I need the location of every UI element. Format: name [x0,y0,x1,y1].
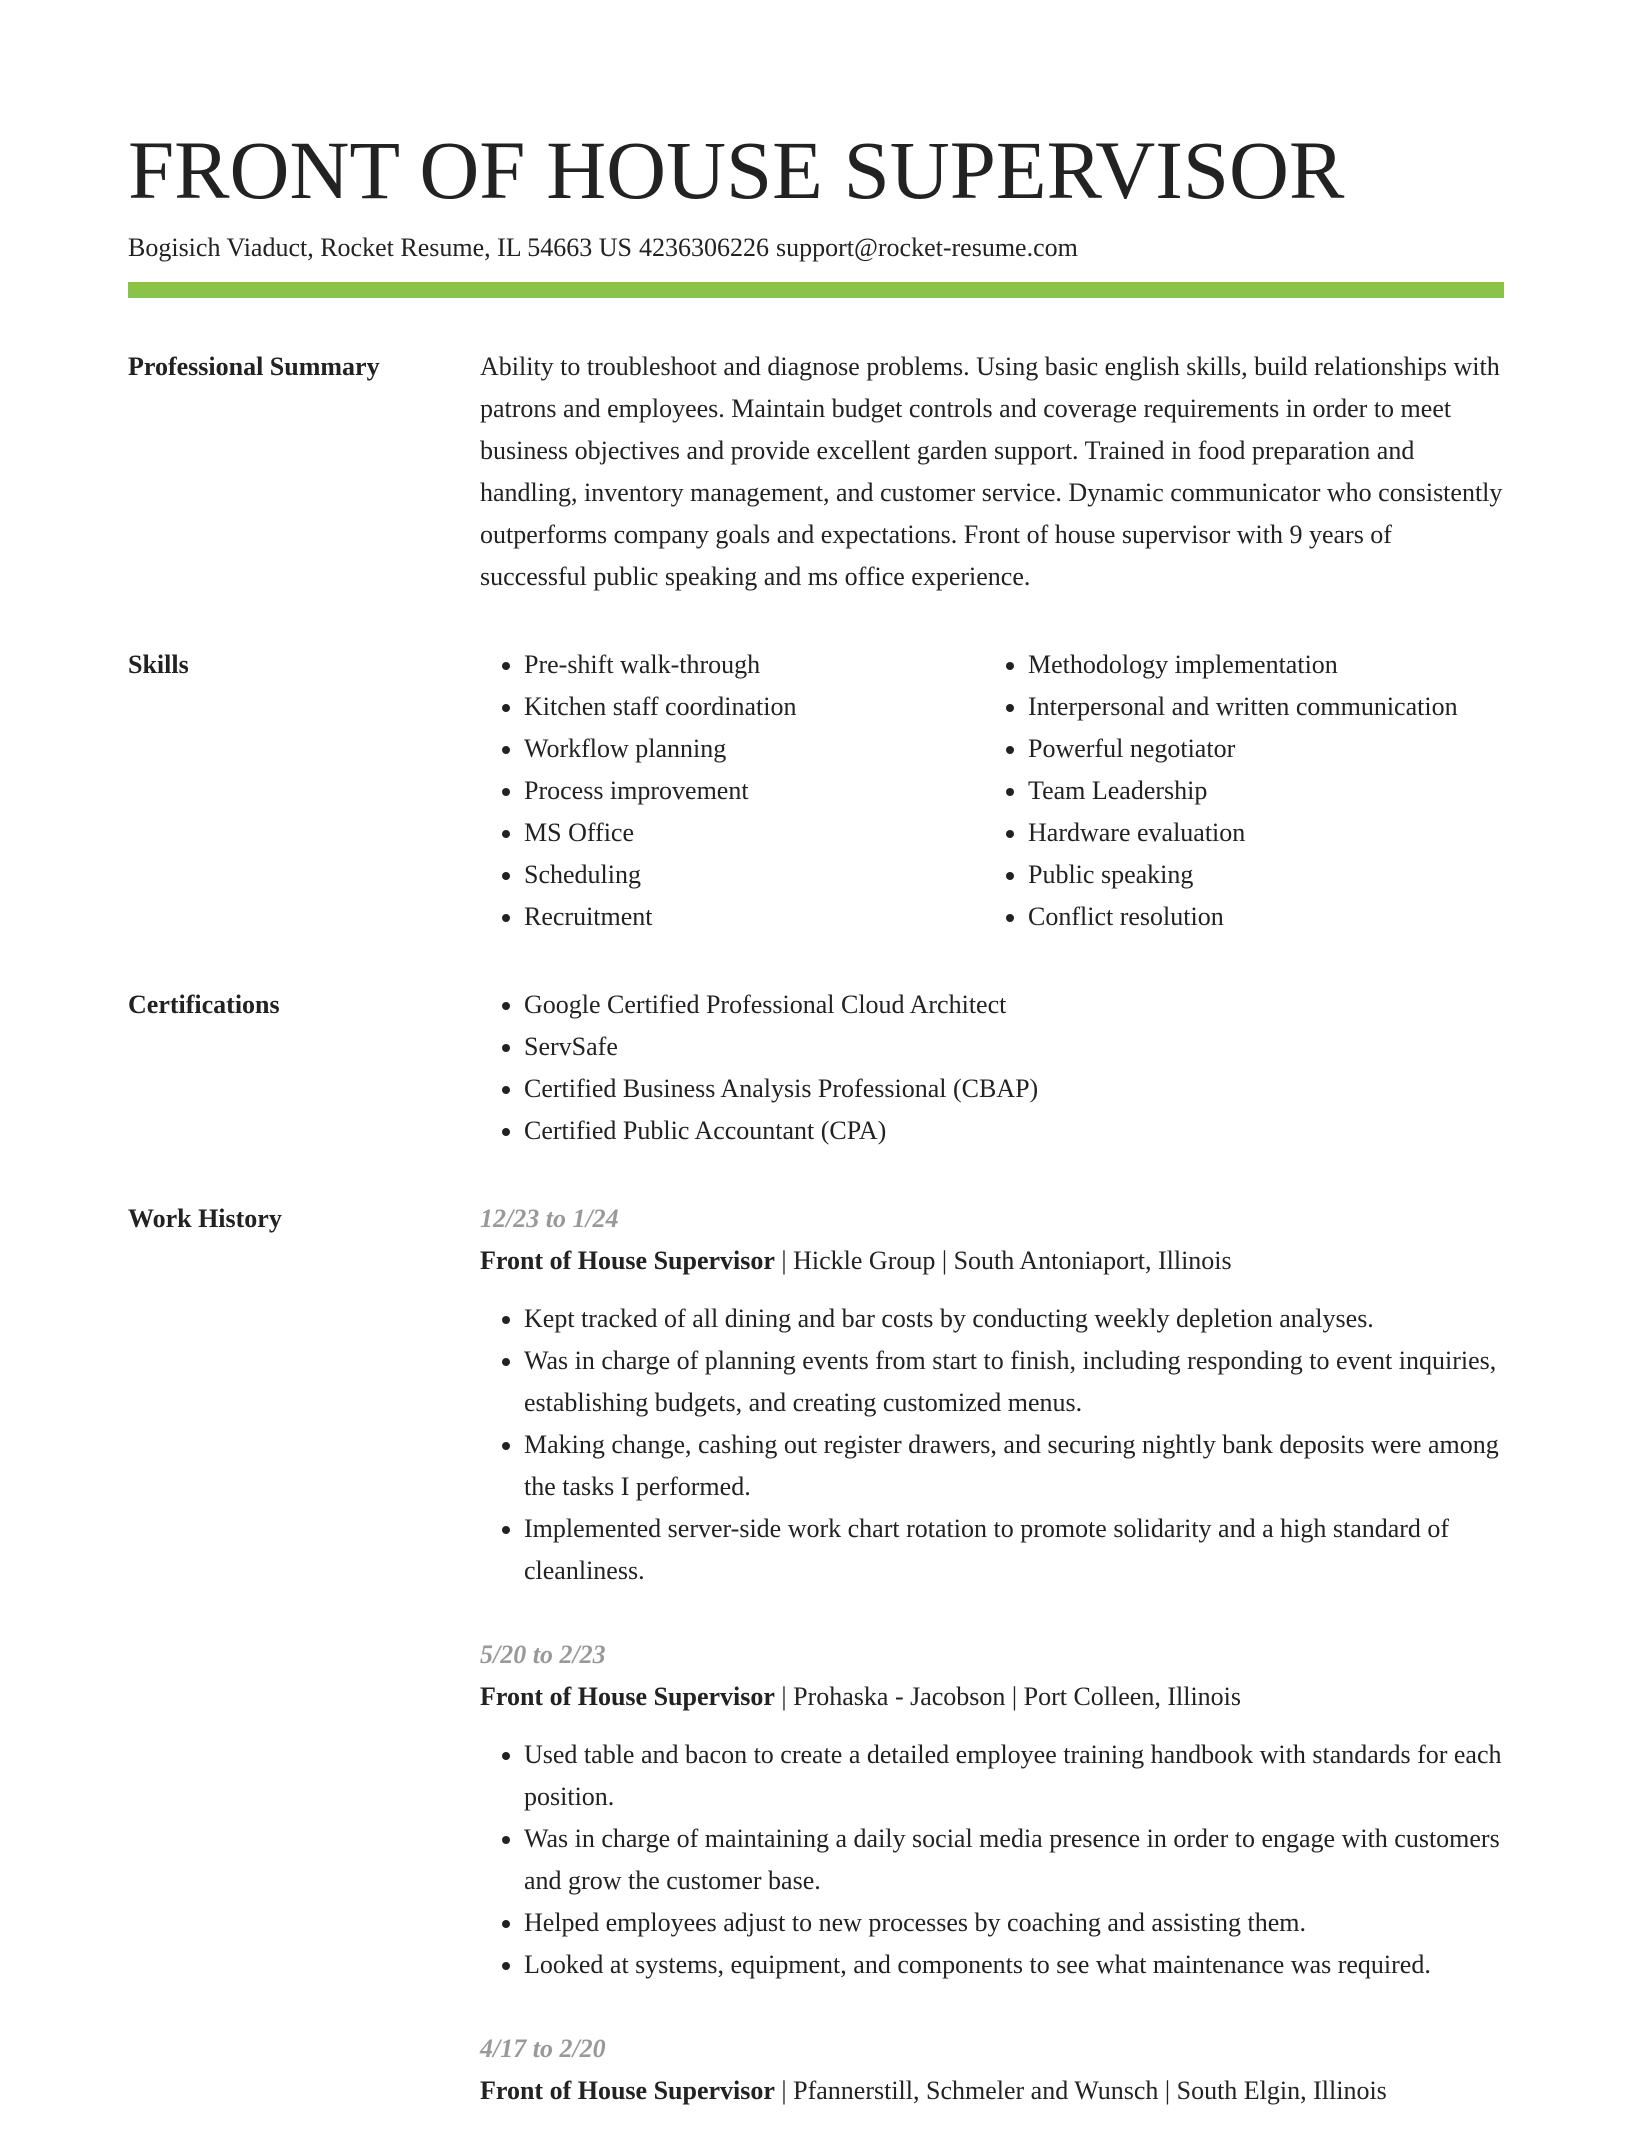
summary-section [128,346,1504,598]
certifications-heading: Certifications [128,990,280,1019]
skill-item: • Kitchen staff coordination [524,686,984,728]
skills-heading: Skills [128,650,189,679]
skill-item: • Recruitment [524,896,984,938]
skill-item: • Scheduling [524,854,984,896]
job-details: | Pfannerstill, Schmeler and Wunsch | South Elgin, Illinois [774,2076,1387,2105]
skill-item: • Team Leadership [1028,770,1458,812]
skills-body [480,644,1504,938]
skill-item: • Process improvement [524,770,984,812]
job-bullet: • Was in charge of planning events from start to finish, including responding to event inquiries, establishing budgets, and creating customized menus. [524,1340,1504,1424]
work-history-heading: Work History [128,1204,282,1233]
skill-item: • Pre-shift walk-through [524,644,984,686]
job-entry [480,2028,1504,2112]
skill-item: • Methodology implementation [1028,644,1458,686]
job-bullet: • Helped employees adjust to new processes by coaching and assisting them. [524,1902,1504,1944]
job-dates: 5/20 to 2/23 [480,1640,606,1669]
certification-item: • Certified Public Accountant (CPA) [524,1110,1504,1152]
job-title-line [480,2070,1504,2112]
contact-phone: 4236306226 [638,233,769,262]
summary-heading: Professional Summary [128,352,380,381]
job-dates: 4/17 to 2/20 [480,2034,606,2063]
job-bullet: • Used table and bacon to create a detailed employee training handbook with standards for each position. [524,1734,1504,1818]
certification-item: • ServSafe [524,1026,1504,1068]
job-bullet: • Kept tracked of all dining and bar costs by conducting weekly depletion analyses. [524,1298,1504,1340]
skills-list-left [480,644,984,938]
contact-line [128,230,1504,266]
job-bullet: • Looked at systems, equipment, and components to see what maintenance was required. [524,1944,1504,1986]
contact-email: support@rocket-resume.com [775,233,1078,262]
job-details: | Prohaska - Jacobson | Port Colleen, Illinois [774,1682,1242,1711]
skill-item: • Workflow planning [524,728,984,770]
certifications-section [128,984,1504,1152]
summary-body [480,346,1504,598]
job-bullets [480,1734,1504,1986]
work-history-body [480,1198,1504,2154]
job-title: Front of House Supervisor [480,1246,775,1275]
job-bullet: • Implemented server-side work chart rotation to promote solidarity and a high standard of cleanliness. [524,1508,1504,1592]
contact-address: Bogisich Viaduct, Rocket Resume, IL 54663 US [128,233,632,262]
resume-title: FRONT OF HOUSE SUPERVISOR [128,124,1345,216]
job-title: Front of House Supervisor [480,2076,775,2105]
certifications-list [480,984,1504,1152]
skills-list-right [984,644,1458,938]
job-title-line [480,1676,1504,1718]
work-history-section [128,1198,1504,2154]
header-divider [128,282,1504,298]
certification-item: • Certified Business Analysis Professional (CBAP) [524,1068,1504,1110]
skill-item: • Conflict resolution [1028,896,1458,938]
certifications-body [480,984,1504,1152]
skill-item: • Public speaking [1028,854,1458,896]
resume-page [128,120,1504,2154]
job-title-line [480,1240,1504,1282]
skill-item: • Powerful negotiator [1028,728,1458,770]
skill-item: • Interpersonal and written communication [1028,686,1458,728]
job-dates: 12/23 to 1/24 [480,1204,619,1233]
skills-section [128,644,1504,938]
summary-text: Ability to troubleshoot and diagnose problems. Using basic english skills, build relationships with patrons and employees. Maintain budget controls and coverage requirements in order to meet business objectives and provide excellent garden support. Trained in food preparation and handling, inventory management, and customer service. Dynamic communicator who consistently outperforms company goals and expectations. Front of house supervisor with 9 years of successful public speaking and ms office experience. [480,352,1503,591]
job-bullet: • Was in charge of maintaining a daily social media presence in order to engage with customers and grow the customer base. [524,1818,1504,1902]
job-bullet: • Making change, cashing out register drawers, and securing nightly bank deposits were among the tasks I performed. [524,1424,1504,1508]
job-details: | Hickle Group | South Antoniaport, Illinois [774,1246,1232,1275]
job-entry [480,1634,1504,1986]
skill-item: • MS Office [524,812,984,854]
skill-item: • Hardware evaluation [1028,812,1458,854]
certification-item: • Google Certified Professional Cloud Architect [524,984,1504,1026]
job-entry [480,1198,1504,1592]
job-bullets [480,1298,1504,1592]
job-title: Front of House Supervisor [480,1682,775,1711]
